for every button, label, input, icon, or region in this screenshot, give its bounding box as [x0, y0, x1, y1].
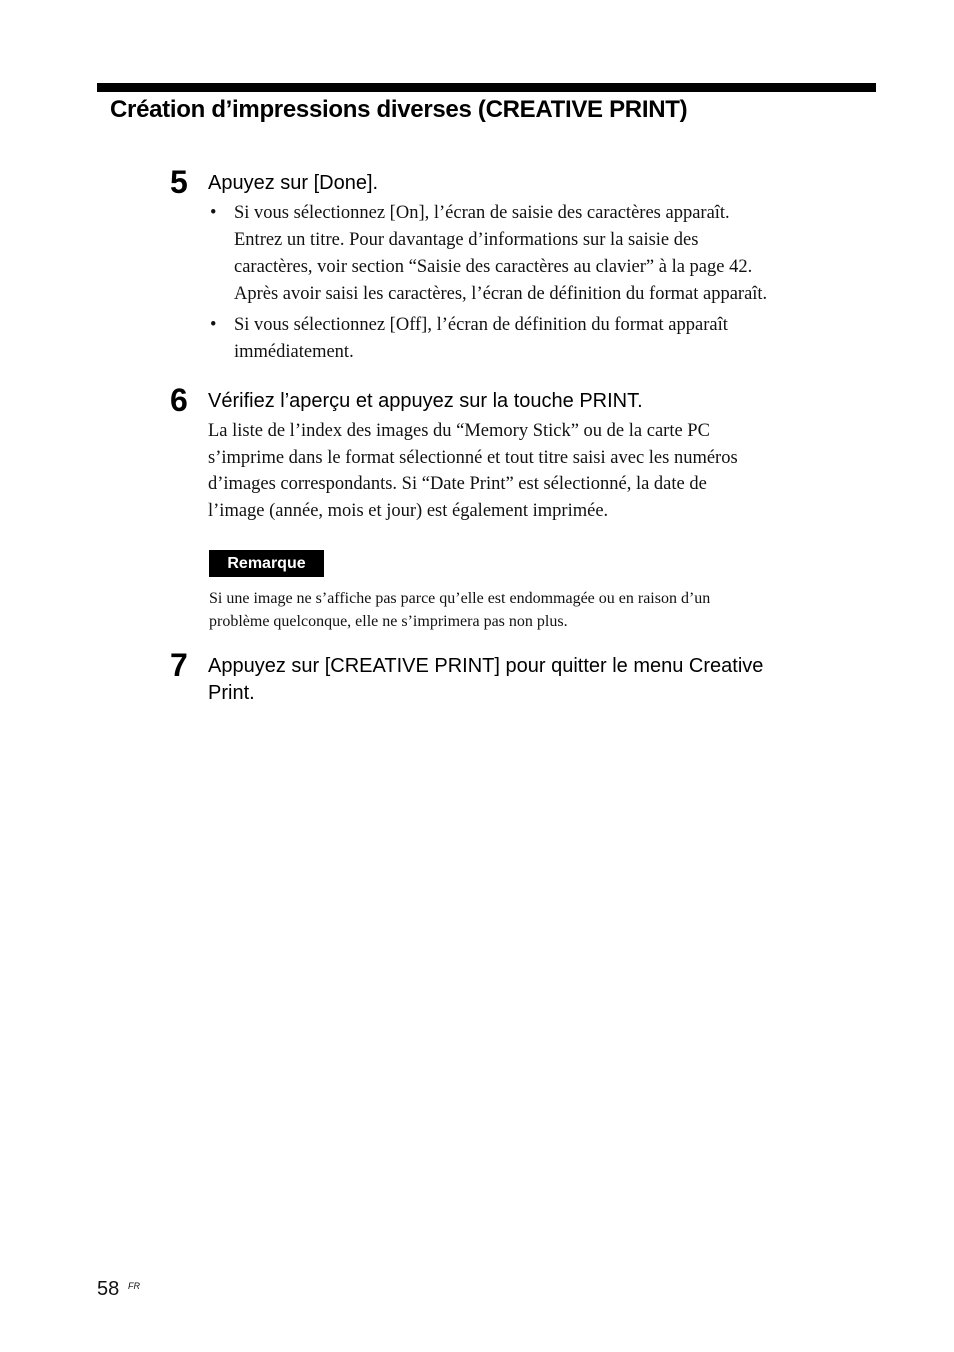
page-language: FR [128, 1281, 140, 1291]
step-heading: Apuyez sur [Done]. [208, 172, 379, 194]
line: s’imprime dans le format sélectionné et tout titre saisi avec les numéros [208, 447, 738, 468]
line: l’image (année, mois et jour) est également imprimée. [208, 500, 609, 521]
list-item [170, 312, 890, 366]
top-rule [97, 83, 876, 92]
page-number: 58 [97, 1278, 120, 1300]
step-number: 7 [170, 647, 188, 683]
line: La liste de l’index des images du “Memory Stick” ou de la carte PC [208, 421, 710, 441]
note-text [209, 587, 849, 633]
step-7 [170, 647, 890, 707]
line: Entrez un titre. Pour davantage d’informations sur la saisie des [234, 230, 699, 250]
line: Si vous sélectionnez [On], l’écran de saisie des caractères apparaît. [234, 203, 730, 223]
line: Si vous sélectionnez [Off], l’écran de définition du format apparaît [234, 315, 728, 335]
line: Appuyez sur [CREATIVE PRINT] pour quitter le menu Creative [208, 655, 764, 677]
list-item [170, 200, 890, 308]
step-heading: Vérifiez l’aperçu et appuyez sur la touche PRINT. [208, 390, 643, 412]
step-number: 5 [170, 164, 188, 200]
step-heading [208, 653, 890, 707]
bullet-list [170, 200, 890, 366]
line: Print. [208, 682, 255, 704]
line: immédiatement. [234, 342, 354, 362]
note-label: Remarque [209, 550, 324, 577]
line: Si une image ne s’affiche pas parce qu’elle est endommagée ou en raison d’un [209, 590, 711, 607]
line: d’images correspondants. Si “Date Print” est sélectionné, la date de [208, 474, 707, 494]
step-5 [170, 164, 890, 370]
step-body [208, 418, 890, 524]
bullet-icon: • [210, 315, 217, 335]
bullet-icon: • [210, 203, 217, 223]
line: problème quelconque, elle ne s’imprimera pas non plus. [209, 613, 568, 630]
step-number: 6 [170, 382, 188, 418]
page-title: Création d’impressions diverses (CREATIVE PRINT) [110, 96, 688, 123]
line: caractères, voir section “Saisie des caractères au clavier” à la page 42. [234, 257, 753, 277]
line: Après avoir saisi les caractères, l’écran de définition du format apparaît. [234, 284, 768, 304]
step-6 [170, 382, 890, 524]
